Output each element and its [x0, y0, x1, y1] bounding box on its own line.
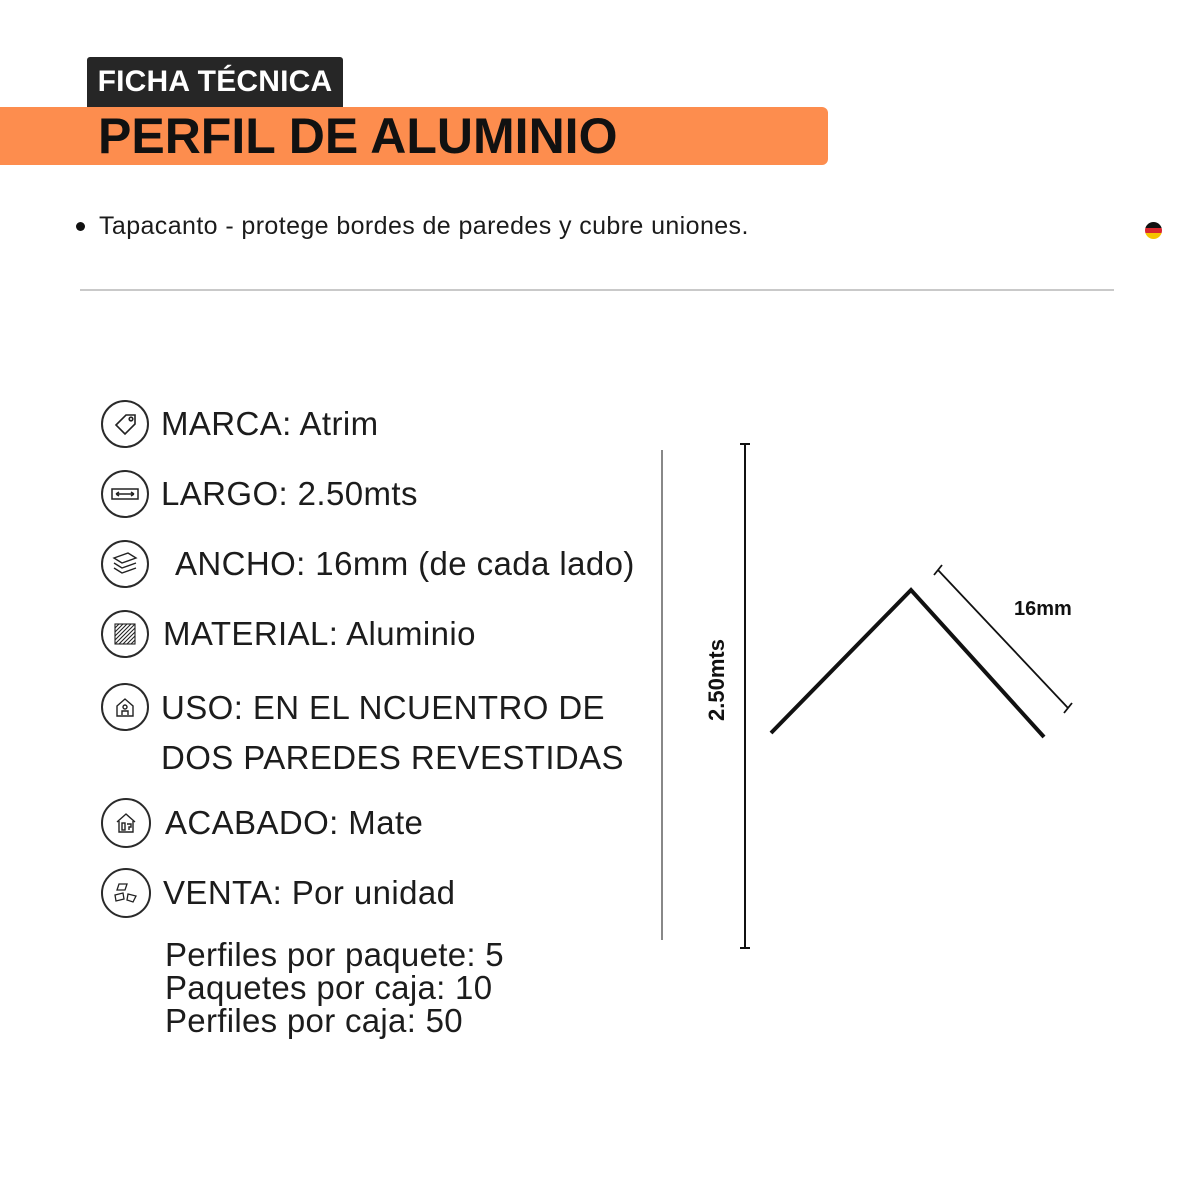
length-ruler-icon [101, 470, 149, 518]
page-title: PERFIL DE ALUMINIO [98, 108, 618, 164]
spec-ancho [101, 540, 635, 588]
spec-uso-text [161, 683, 624, 783]
layers-icon [101, 540, 149, 588]
angle-profile-shape [771, 590, 1044, 737]
germany-flag-icon [1145, 222, 1162, 239]
length-label: 2.50mts [704, 639, 729, 721]
spec-ancho-text: ANCHO: 16mm (de cada lado) [175, 545, 635, 582]
intro-bullet [76, 212, 749, 241]
packaging-line1: Perfiles por paquete: 5 [165, 936, 504, 973]
length-dimension-line [740, 444, 750, 948]
house-person-icon [101, 683, 149, 731]
ficha-tecnica-tag: FICHA TÉCNICA [87, 57, 343, 107]
intro-text: Tapacanto - protege bordes de paredes y cubre uniones. [99, 212, 749, 240]
spec-uso-line1: USO: EN EL NCUENTRO DE [161, 689, 605, 726]
packaging-line3: Perfiles por caja: 50 [165, 1002, 463, 1039]
spec-material [101, 610, 476, 658]
price-tag-icon [101, 400, 149, 448]
divider [80, 289, 1114, 291]
spec-acabado-text: ACABADO: Mate [165, 804, 424, 841]
spec-marca [101, 400, 378, 448]
pieces-icon [101, 868, 151, 918]
bullet-dot [76, 222, 85, 231]
spec-largo-text: LARGO: 2.50mts [161, 475, 418, 512]
spec-marca-text: MARCA: Atrim [161, 405, 379, 442]
spec-material-text: MATERIAL: Aluminio [163, 615, 476, 652]
profile-diagram [690, 430, 1090, 960]
column-divider [661, 450, 663, 940]
house-paint-icon [101, 798, 151, 848]
width-label: 16mm [1014, 598, 1072, 620]
spec-venta [101, 868, 455, 918]
spec-venta-text: VENTA: Por unidad [163, 874, 456, 911]
packaging-line2: Paquetes por caja: 10 [165, 969, 493, 1006]
spec-uso-line2: DOS PAREDES REVESTIDAS [161, 739, 624, 776]
packaging-info [165, 938, 504, 1037]
spec-uso-icon-wrap [101, 683, 161, 731]
hatched-material-icon [101, 610, 149, 658]
spec-largo [101, 470, 418, 518]
title-banner [0, 107, 828, 165]
spec-acabado [101, 798, 423, 848]
